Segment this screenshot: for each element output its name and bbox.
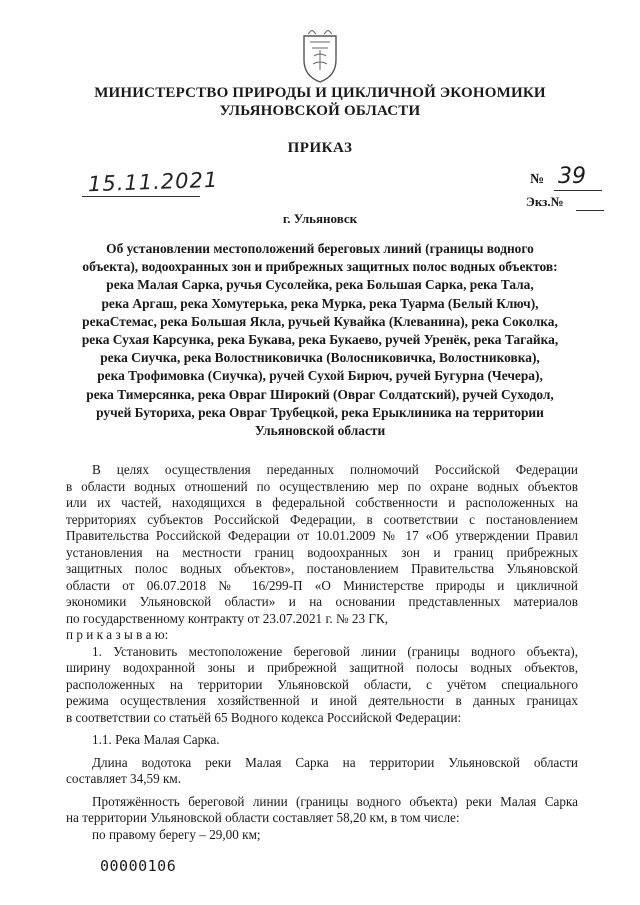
ministry-name <box>60 84 580 120</box>
subject-line: река Трофимовка (Сиучка), ручей Сухой Бирюч, ручей Бугурна (Чечера), <box>97 368 543 384</box>
body-line: или их частей, находящихся в федеральной собственности и расположенных на <box>66 495 578 510</box>
length-line: составляет 34,59 км. <box>66 771 182 786</box>
item1-line: расположенных на территории Ульяновской области, с учётом специального <box>66 676 578 692</box>
copy-number-label: Экз.№ <box>526 194 564 209</box>
ministry-line-2: УЛЬЯНОВСКОЙ ОБЛАСТИ <box>219 103 421 119</box>
body-line: Правительства Российской Федерации от 10.01.2009 № 17 «Об утверждении Правил <box>66 528 578 543</box>
coat-of-arms-icon <box>298 30 342 84</box>
document-type: ПРИКАЗ <box>287 140 353 156</box>
right-bank-line: по правому берегу – 29,00 км; <box>92 826 261 842</box>
handwritten-number: 39 <box>558 164 586 189</box>
ministry-line-1: МИНИСТЕРСТВО ПРИРОДЫ И ЦИКЛИЧНОЙ ЭКОНОМИКИ <box>94 85 546 101</box>
subject-line: река Аргаш, река Хомутерька, река Мурка, река Туарма (Белый Ключ), <box>101 295 539 311</box>
body-line: экономики Ульяновской области» и на основании представленных материалов <box>66 594 578 609</box>
item1-line: режима осуществления хозяйственной и иной деятельности в данных границах <box>66 693 578 708</box>
subject-line: рекаСтемас, река Большая Якла, ручьей Кувайка (Клеванина), река Соколка, <box>82 313 558 329</box>
item1-line: ширину водохранной зоны и прибрежной защитной полосы водных объектов, <box>66 660 578 675</box>
body-line: области от 06.07.2018 № 16/299-П «О Министерстве природы и цикличной <box>66 577 578 593</box>
subject-line: река Сухая Карсунка, река Букава, река Букаево, ручей Уренёк, река Тагайка, <box>81 332 559 348</box>
order-subject <box>52 240 588 440</box>
item1-line: в соответствии со статьёй 65 Водного кодекса Российской Федерации: <box>66 709 462 725</box>
number-label: № <box>530 172 545 187</box>
subject-line: Об установлении местоположений береговых линий (границы водного <box>106 241 534 256</box>
body-line: защитных полос водных объектов», постановлением Правительства Ульяновской <box>66 561 578 576</box>
date-underline <box>82 196 200 197</box>
number-underline <box>554 190 602 191</box>
item1-line: 1. Установить местоположение береговой линии (границы водного объекта), <box>92 643 578 659</box>
order-word: п р и к а з ы в а ю: <box>66 627 169 642</box>
length-line: Длина водотока реки Малая Сарка на территории Ульяновской области <box>92 754 578 770</box>
order-body <box>66 462 578 843</box>
subject-line: река Сиучка, река Волостниковичка (Волосниковичка, Волостниковка), <box>100 350 540 366</box>
subject-line: река Тимерсянка, река Овраг Широкий (Овраг Солдатский), ручей Суходол, <box>86 386 554 402</box>
subject-line: ручей Буториха, река Овраг Трубецкой, река Ерыклиника на территории <box>96 404 544 420</box>
item1-1-heading: 1.1. Река Малая Сарка. <box>92 732 220 747</box>
extent-line: на территории Ульяновской области составляет 58,20 км, в том числе: <box>66 810 460 825</box>
serial-number: 00000106 <box>100 857 177 875</box>
subject-line: объекта), водоохранных зон и прибрежных защитных полос водных объектов: <box>82 259 558 275</box>
extent-line: Протяжённость береговой линии (границы водного объекта) реки Малая Сарка <box>92 793 578 809</box>
subject-line: река Малая Сарка, ручья Сусолейка, река Большая Сарка, река Тала, <box>106 277 534 293</box>
body-line: в области водных отношений по осуществлению мер по охране водных объектов <box>66 478 578 494</box>
city: г. Ульяновск <box>282 211 358 226</box>
body-line: установления на местности границ водоохранных зон и границ прибрежных <box>66 544 578 560</box>
body-line: территориях субъектов Российской Федерации, в соответствии с постановлением <box>66 511 578 527</box>
body-line: по государственному контракту от 23.07.2021 г. № 23 ГК, <box>66 610 389 626</box>
handwritten-date: 15.11.2021 <box>87 167 219 197</box>
body-line: В целях осуществления переданных полномочий Российской Федерации <box>92 462 578 477</box>
subject-line: Ульяновской области <box>254 423 386 439</box>
